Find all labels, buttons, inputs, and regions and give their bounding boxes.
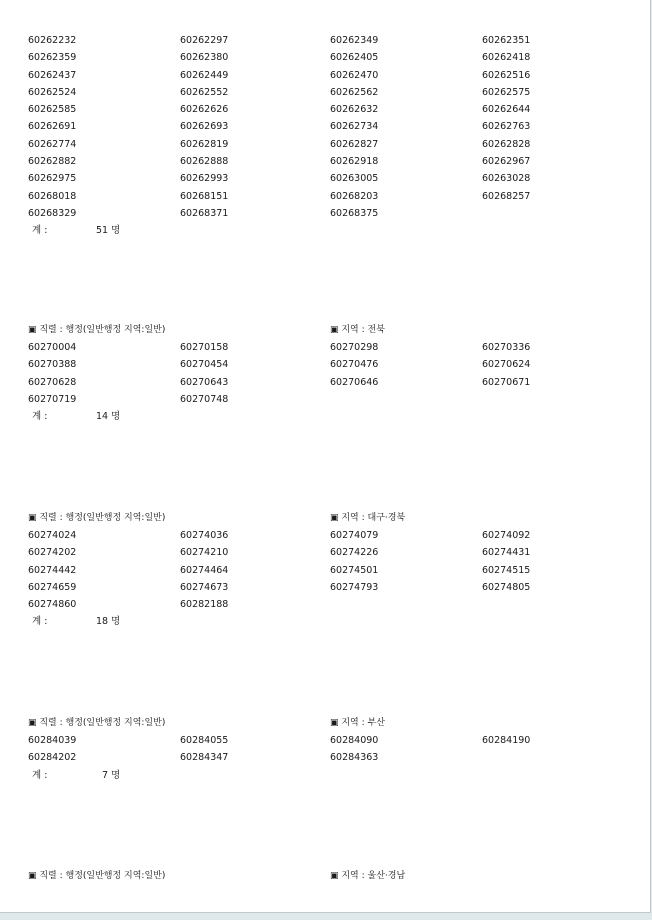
applicant-number: 60270748 — [180, 393, 229, 405]
number-grid — [28, 339, 628, 408]
applicant-number: 60270628 — [28, 376, 77, 388]
applicant-number: 60262774 — [28, 138, 77, 150]
applicant-number — [330, 391, 482, 408]
applicant-number: 60268257 — [482, 190, 531, 202]
applicant-number: 60262691 — [28, 121, 77, 133]
applicant-number — [330, 596, 482, 613]
applicant-number: 60284363 — [330, 752, 379, 764]
applicant-number: 60268375 — [330, 207, 379, 219]
section-total — [28, 613, 628, 631]
applicant-number: 60274501 — [330, 564, 379, 576]
applicant-number: 60262516 — [482, 69, 531, 81]
applicant-number: 60262626 — [180, 104, 229, 116]
applicant-number: 60262351 — [482, 35, 531, 46]
total-count: 51 명 — [96, 225, 121, 237]
applicant-number: 60262405 — [330, 52, 379, 64]
applicant-number: 60274515 — [482, 564, 531, 576]
job-series-label: ▣ 직렬 : 행정(일반행정 지역:일반) — [28, 871, 166, 881]
applicant-number: 60274202 — [28, 547, 77, 559]
applicant-number: 60268371 — [180, 207, 229, 219]
applicant-number: 60270643 — [180, 376, 229, 388]
region-label: ▣ 지역 : 전북 — [330, 325, 385, 335]
applicant-number: 60263028 — [482, 173, 531, 185]
applicant-number: 60270004 — [28, 342, 77, 353]
applicant-number: 60262827 — [330, 138, 379, 150]
applicant-number: 60270158 — [180, 342, 229, 353]
applicant-number: 60274860 — [28, 599, 77, 611]
applicant-number: 60262763 — [482, 121, 531, 133]
applicant-number: 60262575 — [482, 86, 531, 98]
applicant-number: 60262828 — [482, 138, 531, 150]
applicant-number: 60274442 — [28, 564, 77, 576]
applicant-number: 60270454 — [180, 359, 229, 371]
applicant-number: 60262585 — [28, 104, 77, 116]
applicant-number: 60274210 — [180, 547, 229, 559]
applicant-number: 60282188 — [180, 599, 229, 611]
applicant-number: 60262349 — [330, 35, 379, 46]
applicant-number: 60262888 — [180, 156, 229, 168]
applicant-number: 60274659 — [28, 581, 77, 593]
applicant-number: 60270388 — [28, 359, 77, 371]
applicant-number: 60262882 — [28, 156, 77, 168]
applicant-number: 60274092 — [482, 530, 531, 541]
applicant-number: 60268018 — [28, 190, 77, 202]
applicant-number — [482, 391, 628, 408]
job-series-label: ▣ 직렬 : 행정(일반행정 지역:일반) — [28, 325, 166, 335]
applicant-number: 60262449 — [180, 69, 229, 81]
applicant-number: 60284347 — [180, 752, 229, 764]
region-label: ▣ 지역 : 대구·경북 — [330, 513, 406, 523]
number-grid — [28, 527, 628, 613]
applicant-number: 60262418 — [482, 52, 531, 64]
applicant-number: 60274024 — [28, 530, 77, 541]
applicant-number: 60262232 — [28, 35, 77, 46]
section-header — [28, 509, 628, 527]
section-continued — [28, 32, 628, 240]
applicant-number: 60274079 — [330, 530, 379, 541]
applicant-number: 60262470 — [330, 69, 379, 81]
applicant-number: 60270298 — [330, 342, 379, 353]
number-grid — [28, 732, 628, 767]
section-header — [28, 714, 628, 732]
applicant-number: 60262524 — [28, 86, 77, 98]
section-header — [28, 867, 628, 885]
applicant-number: 60274805 — [482, 581, 531, 593]
applicant-number: 60262297 — [180, 35, 229, 46]
applicant-number: 60274036 — [180, 530, 229, 541]
total-count: 7 명 — [102, 769, 121, 781]
applicant-number: 60274431 — [482, 547, 531, 559]
applicant-number: 60270624 — [482, 359, 531, 371]
applicant-number: 60284055 — [180, 735, 229, 746]
applicant-number: 60262380 — [180, 52, 229, 64]
total-count: 14 명 — [96, 411, 121, 423]
applicant-number: 60268329 — [28, 207, 77, 219]
section-header — [28, 321, 628, 339]
applicant-number: 60268151 — [180, 190, 229, 202]
applicant-number: 60262693 — [180, 121, 229, 133]
applicant-number: 60263005 — [330, 173, 379, 185]
section-total — [28, 767, 628, 785]
applicant-number: 60268203 — [330, 190, 379, 202]
applicant-number: 60284039 — [28, 735, 77, 746]
applicant-number: 60262918 — [330, 156, 379, 168]
applicant-number: 60262819 — [180, 138, 229, 150]
applicant-number: 60262644 — [482, 104, 531, 116]
applicant-number: 60262993 — [180, 173, 229, 185]
total-label: 계 : — [32, 769, 48, 781]
applicant-number: 60270336 — [482, 342, 531, 353]
section-jeonbuk — [28, 321, 628, 426]
applicant-number: 60274226 — [330, 547, 379, 559]
applicant-number: 60274673 — [180, 581, 229, 593]
applicant-number: 60270671 — [482, 376, 531, 388]
region-label: ▣ 지역 : 부산 — [330, 718, 385, 728]
applicant-number — [482, 205, 628, 222]
total-label: 계 : — [32, 411, 48, 423]
applicant-number: 60274793 — [330, 581, 379, 593]
section-daegu-gyeongbuk — [28, 509, 628, 631]
applicant-number: 60270719 — [28, 393, 77, 405]
total-label: 계 : — [32, 225, 48, 237]
applicant-number — [482, 596, 628, 613]
job-series-label: ▣ 직렬 : 행정(일반행정 지역:일반) — [28, 513, 166, 523]
number-grid — [28, 32, 628, 222]
applicant-number — [482, 749, 628, 766]
applicant-number: 60262359 — [28, 52, 77, 64]
section-total — [28, 222, 628, 240]
total-label: 계 : — [32, 616, 48, 628]
applicant-number: 60274464 — [180, 564, 229, 576]
applicant-number: 60262734 — [330, 121, 379, 133]
applicant-number: 60270646 — [330, 376, 379, 388]
region-label: ▣ 지역 : 울산·경남 — [330, 871, 406, 881]
section-busan — [28, 714, 628, 785]
applicant-number: 60262632 — [330, 104, 379, 116]
applicant-number: 60262552 — [180, 86, 229, 98]
applicant-number: 60284090 — [330, 735, 379, 746]
applicant-number: 60262437 — [28, 69, 77, 81]
applicant-number: 60270476 — [330, 359, 379, 371]
total-count: 18 명 — [96, 616, 121, 628]
job-series-label: ▣ 직렬 : 행정(일반행정 지역:일반) — [28, 718, 166, 728]
applicant-number: 60262562 — [330, 86, 379, 98]
section-total — [28, 408, 628, 426]
applicant-number: 60284190 — [482, 735, 531, 746]
applicant-number: 60262975 — [28, 173, 77, 185]
applicant-number: 60262967 — [482, 156, 531, 168]
section-ulsan-gyeongnam — [28, 867, 628, 885]
applicant-number: 60284202 — [28, 752, 77, 764]
